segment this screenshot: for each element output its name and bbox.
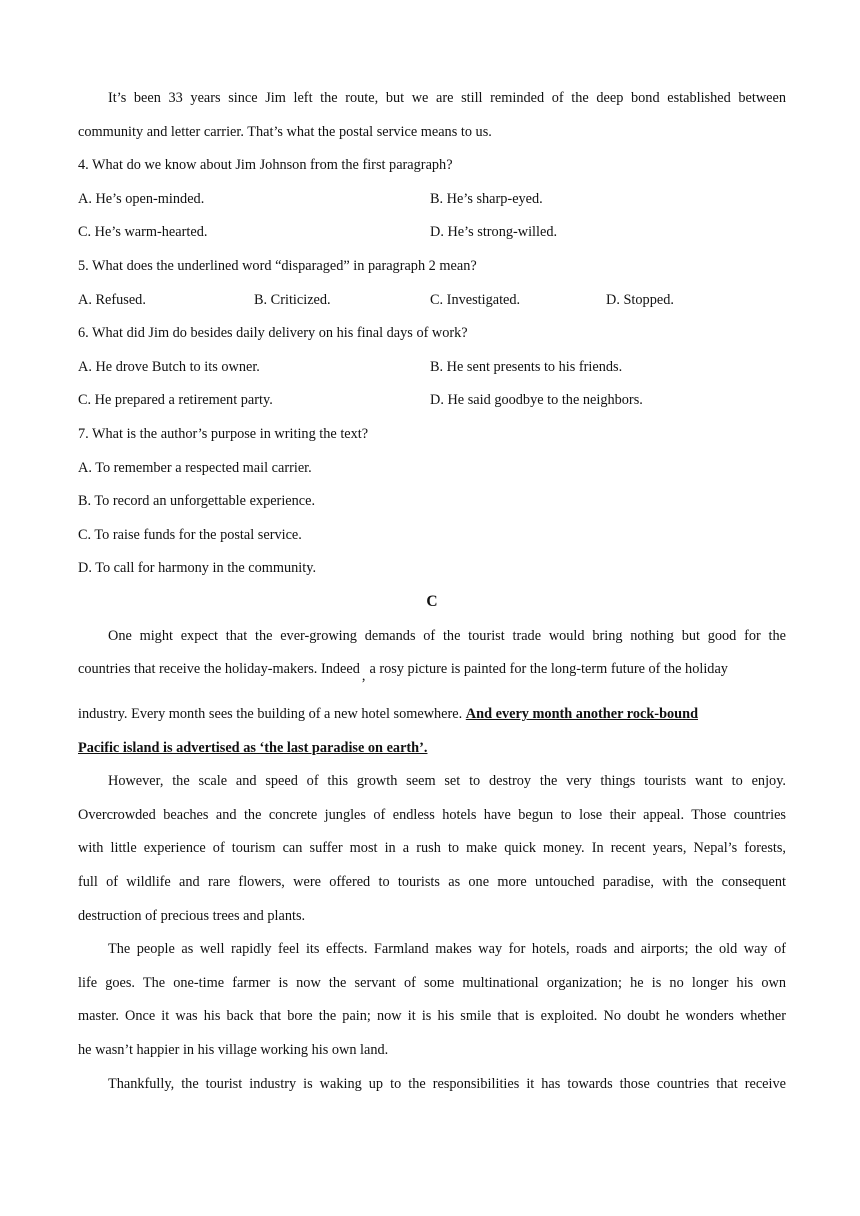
text-segment: countries that receive the holiday-makers. Indeed	[78, 661, 360, 678]
question-5-stem: 5. What does the underlined word “disparaged” in paragraph 2 mean?	[78, 257, 477, 274]
option-d: D. He said goodbye to the neighbors.	[430, 392, 643, 409]
passage-c-text-line: destruction of precious trees and plants.	[78, 907, 306, 924]
text-segment: industry. Every month sees the building of a new hotel somewhere.	[78, 706, 466, 723]
option-d: D. Stopped.	[606, 291, 674, 308]
passage-c-text-line	[78, 736, 786, 770]
passage-c-text-line: Overcrowded beaches and the concrete jungles of endless hotels have begun to lose their appeal. Those countries	[78, 806, 786, 823]
underlined-sentence: Pacific island is advertised as ‘the last paradise on earth’.	[78, 739, 428, 756]
passage-c-text-line: One might expect that the ever-growing demands of the tourist trade would bring nothing but good for the	[108, 627, 786, 644]
option-d: D. To call for harmony in the community.	[78, 560, 317, 577]
question-6-options-row	[78, 355, 786, 389]
passage-c-text-line: full of wildlife and rare flowers, were offered to tourists as one more untouched paradise, with the consequent	[78, 874, 786, 891]
option-b: B. He sent presents to his friends.	[430, 358, 623, 375]
passage-c-heading: C	[426, 592, 438, 610]
passage-b-text-line: It’s been 33 years since Jim left the route, but we are still reminded of the deep bond established between	[108, 90, 786, 106]
passage-c-text-line: life goes. The one-time farmer is now the servant of some multinational organization; he is no longer his own	[78, 974, 786, 991]
question-5-options-row	[78, 288, 786, 322]
question-6-options-row	[78, 388, 786, 422]
option-a: A. Refused.	[78, 291, 146, 308]
passage-c-text-line	[78, 702, 786, 736]
option-c: C. He’s warm-hearted.	[78, 224, 208, 241]
passage-c-text-line: with little experience of tourism can suffer most in a rush to make quick money. In recent years, Nepal’s forests,	[78, 840, 786, 857]
option-c: C. To raise funds for the postal service.	[78, 526, 302, 543]
question-4-options-row	[78, 220, 786, 254]
option-c: C. He prepared a retirement party.	[78, 392, 273, 409]
option-c: C. Investigated.	[430, 291, 521, 308]
text-segment: a rosy picture is painted for the long-term future of the holiday	[369, 661, 728, 678]
passage-c-text-line	[78, 657, 786, 702]
passage-c-text-line: The people as well rapidly feel its effects. Farmland makes way for hotels, roads and airports; the old way of	[108, 941, 786, 958]
option-b: B. Criticized.	[254, 291, 331, 308]
question-6-stem: 6. What did Jim do besides daily delivery on his final days of work?	[78, 325, 468, 342]
passage-b-text-line: community and letter carrier. That’s what the postal service means to us.	[78, 123, 492, 140]
document-page	[78, 86, 786, 1105]
passage-c-text-line: Thankfully, the tourist industry is waking up to the responsibilities it has towards those countries that receive	[108, 1075, 786, 1092]
question-4-stem: 4. What do we know about Jim Johnson from the first paragraph?	[78, 157, 453, 174]
question-4-options-row	[78, 187, 786, 221]
option-a: A. He’s open-minded.	[78, 190, 205, 207]
option-b: B. To record an unforgettable experience.	[78, 493, 316, 510]
underlined-sentence: And every month another rock-bound	[465, 706, 699, 723]
question-7-stem: 7. What is the author’s purpose in writing the text?	[78, 425, 369, 442]
option-a: A. He drove Butch to its owner.	[78, 358, 260, 375]
passage-c-text-line: master. Once it was his back that bore the pain; now it is his smile that is exploited. No doubt he wonders whether	[78, 1008, 786, 1025]
option-d: D. He’s strong-willed.	[430, 224, 558, 241]
passage-c-text-line: However, the scale and speed of this growth seem set to destroy the very things tourists want to enjoy.	[108, 773, 786, 790]
comma-mark: ,	[361, 668, 366, 685]
option-a: A. To remember a respected mail carrier.	[78, 459, 312, 476]
passage-c-text-line: he wasn’t happier in his village working his own land.	[78, 1042, 389, 1059]
option-b: B. He’s sharp-eyed.	[430, 190, 543, 207]
